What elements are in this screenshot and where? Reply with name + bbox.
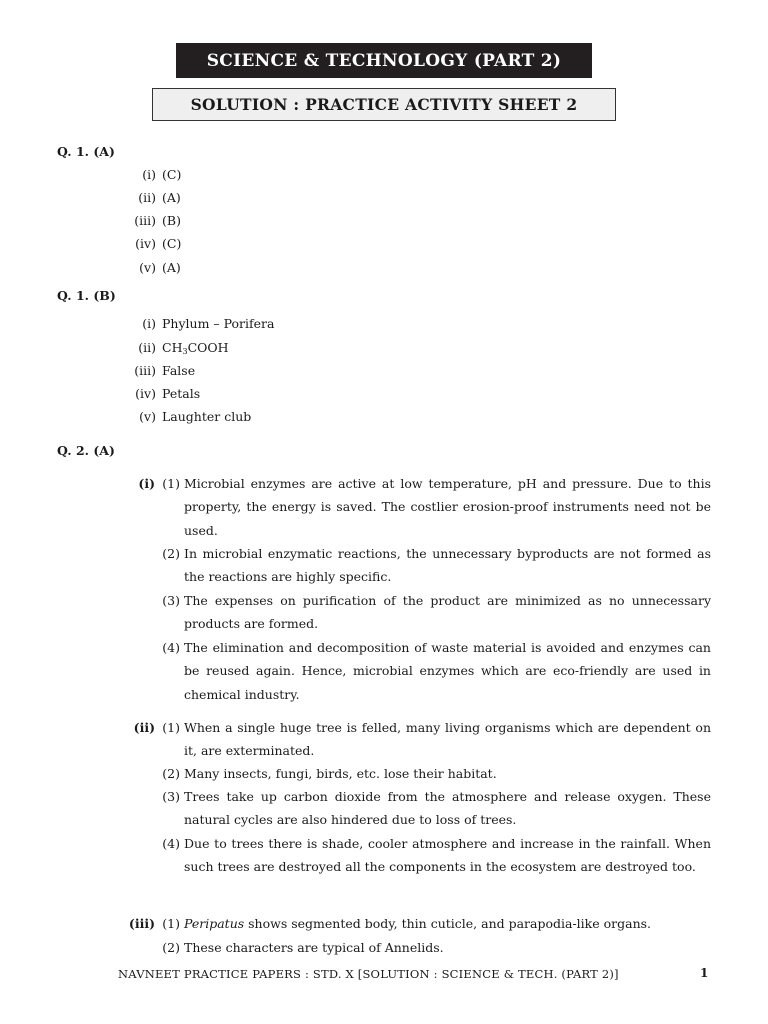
point-text: When a single huge tree is felled, many living organisms which are dependent on it, are exterminated.	[184, 720, 711, 759]
point-number: (4)	[162, 836, 180, 851]
answer-item	[106, 340, 229, 356]
answer-item	[106, 236, 181, 251]
item-number: (iv)	[135, 386, 156, 401]
part-number: (i)	[138, 476, 155, 491]
answer-item	[106, 190, 181, 205]
document-subtitle: SOLUTION : PRACTICE ACTIVITY SHEET 2	[152, 88, 616, 121]
answer-item	[106, 386, 200, 401]
item-number: (i)	[142, 316, 156, 331]
item-answer: (C)	[162, 167, 182, 182]
answer-item	[106, 316, 274, 331]
answer-item	[106, 260, 181, 275]
question-heading-q2a: Q. 2. (A)	[57, 443, 115, 458]
item-answer	[162, 340, 229, 355]
page-footer: NAVNEET PRACTICE PAPERS : STD. X [SOLUTION : SCIENCE & TECH. (PART 2)]	[118, 967, 619, 981]
item-answer: Laughter club	[162, 409, 252, 424]
point-number: (2)	[162, 766, 180, 781]
point-number: (1)	[162, 916, 180, 931]
part-number: (ii)	[133, 720, 155, 735]
question-heading-q1a: Q. 1. (A)	[57, 144, 115, 159]
point-text: These characters are typical of Annelids.	[184, 940, 444, 955]
item-number: (v)	[139, 409, 156, 424]
item-answer: (A)	[162, 260, 181, 275]
formula-subscript: 3	[182, 347, 188, 356]
page-number: 1	[700, 966, 709, 980]
item-answer: (C)	[162, 236, 182, 251]
item-answer: (A)	[162, 190, 181, 205]
formula-part: COOH	[187, 340, 229, 355]
point-text: Due to trees there is shade, cooler atmosphere and increase in the rainfall. When such trees are destroyed all the components in the ecosystem are destroyed too.	[184, 836, 711, 875]
item-number: (iii)	[134, 363, 156, 378]
point-text-rest: shows segmented body, thin cuticle, and parapodia-like organs.	[244, 916, 652, 931]
point-number: (3)	[162, 789, 180, 804]
item-number: (iii)	[134, 213, 156, 228]
point-text: Many insects, fungi, birds, etc. lose their habitat.	[184, 766, 497, 781]
point-text: The elimination and decomposition of waste material is avoided and enzymes can be reused again. Hence, microbial enzymes which are eco-friendly are used in chemical industry.	[184, 640, 711, 702]
point-text: Trees take up carbon dioxide from the atmosphere and release oxygen. These natural cycles are also hindered due to loss of trees.	[184, 789, 711, 828]
item-answer: Petals	[162, 386, 201, 401]
point-number: (1)	[162, 720, 180, 735]
answer-item	[106, 213, 181, 228]
answer-item	[106, 363, 195, 378]
question-heading-q1b: Q. 1. (B)	[57, 288, 116, 303]
item-number: (v)	[139, 260, 156, 275]
formula-part: CH	[162, 340, 183, 355]
item-number: (i)	[142, 167, 156, 182]
item-answer: False	[162, 363, 196, 378]
organism-name: Peripatus	[184, 916, 245, 931]
part-number: (iii)	[128, 916, 155, 931]
point-text: Microbial enzymes are active at low temperature, pH and pressure. Due to this property, the energy is saved. The costlier erosion-proof instruments need not be used.	[184, 476, 711, 538]
point-text: In microbial enzymatic reactions, the unnecessary byproducts are not formed as the reactions are highly specific.	[184, 546, 711, 585]
point-text: The expenses on purification of the product are minimized as no unnecessary products are formed.	[184, 593, 711, 632]
point-number: (2)	[162, 546, 180, 561]
point-number: (4)	[162, 640, 180, 655]
item-number: (iv)	[135, 236, 156, 251]
point-number: (1)	[162, 476, 180, 491]
answer-item	[106, 167, 181, 182]
item-number: (ii)	[138, 340, 156, 355]
point-number: (2)	[162, 940, 180, 955]
point-number: (3)	[162, 593, 180, 608]
point-text	[184, 912, 711, 935]
document-title: SCIENCE & TECHNOLOGY (PART 2)	[176, 43, 592, 78]
item-answer: Phylum – Porifera	[162, 316, 275, 331]
item-answer: (B)	[162, 213, 181, 228]
answer-item	[106, 409, 251, 424]
item-number: (ii)	[138, 190, 156, 205]
